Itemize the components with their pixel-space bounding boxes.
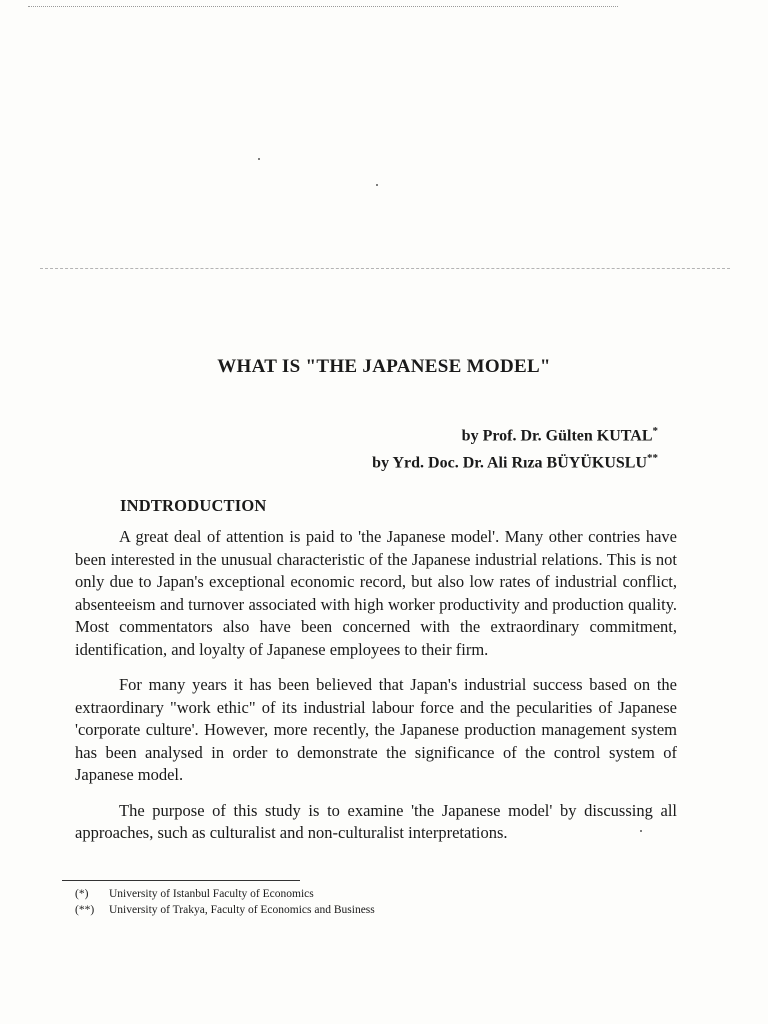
- scan-artifact-dashed-line: [40, 268, 730, 271]
- footnote-text: University of Istanbul Faculty of Economics: [109, 888, 314, 900]
- footnote-mark: (**): [75, 904, 95, 916]
- footnote-mark: (*): [75, 888, 89, 900]
- footnote-text: University of Trakya, Faculty of Economics and Business: [109, 904, 375, 916]
- author-footnote-mark: *: [652, 425, 658, 437]
- paragraph: The purpose of this study is to examine 'the Japanese model' by discussing all approaches, such as culturalist and non-culturalist interpretations.: [75, 800, 677, 842]
- scan-artifact-top: [28, 6, 618, 11]
- paragraph: For many years it has been believed that Japan's industrial success based on the extraordinary "work ethic" of its industrial labour force and the pecularities of Japanese 'corporate culture'. However, more recently, the Japanese production management system has been analysed in order to demonstrate the significance of the control system of Japanese model.: [75, 675, 677, 784]
- author-line-1: [372, 420, 658, 447]
- author-footnote-mark: **: [647, 452, 658, 465]
- author-byline: by Prof. Dr. Gülten KUTAL: [461, 427, 653, 445]
- footnote: [75, 902, 375, 918]
- footnotes: [75, 886, 375, 918]
- scan-speck: [258, 158, 260, 160]
- author-block: [372, 420, 658, 475]
- body-text: [75, 526, 677, 858]
- footnote: [75, 886, 375, 902]
- paragraph: A great deal of attention is paid to 'the Japanese model'. Many other contries have been interested in the unusual characteristic of the Japanese industrial relations. This is not only due to Japan's exceptional economic record, but also low rates of industrial conflict, absenteeism and turnover associated with high worker productivity and production quality. Most commentators also have been concerned with the extraordinary commitment, identification, and loyalty of Japanese employees to their firm.: [75, 527, 677, 659]
- author-line-2: [372, 447, 658, 474]
- scan-speck: [376, 184, 378, 186]
- section-heading: INDTRODUCTION: [120, 496, 267, 515]
- footnote-rule: [62, 880, 300, 881]
- page-title: WHAT IS "THE JAPANESE MODEL": [217, 356, 551, 377]
- author-byline: by Yrd. Doc. Dr. Ali Rıza BÜYÜKUSLU: [372, 454, 647, 472]
